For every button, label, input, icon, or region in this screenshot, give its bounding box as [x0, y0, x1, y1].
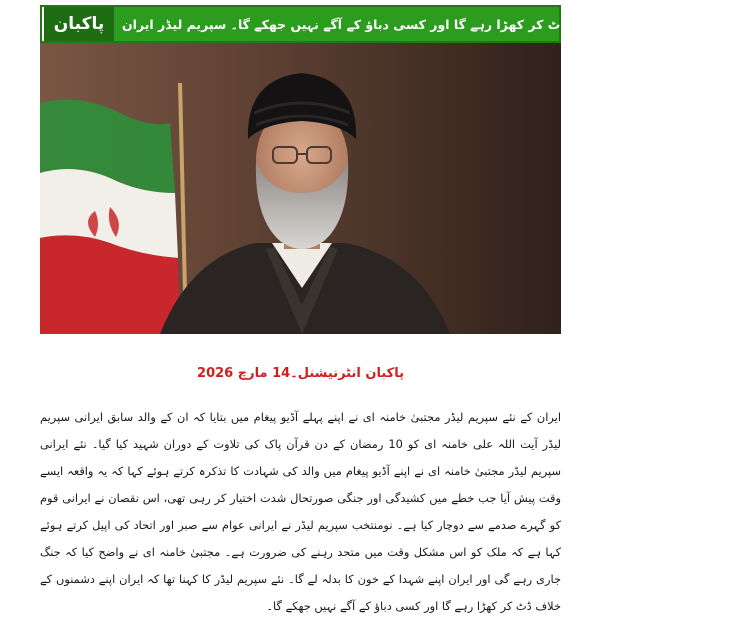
headline-text: ایران اپنے دشمنوں کے خلاف ڈٹ کر کھڑا رہے گا اور کسی دباؤ کے آگے نہیں جھکے گا۔ سپریم لیڈر ایران: [122, 16, 740, 32]
portrait-illustration: [40, 43, 561, 334]
dateline: پاکبان انٹرنیشنل۔14 مارچ 2026: [197, 366, 404, 381]
headline-banner: [40, 5, 740, 43]
news-photo: [40, 43, 561, 334]
article-body: ایران کے نئے سپریم لیڈر مجتبیٰ خامنہ ای نے اپنے پہلے آڈیو پیغام میں بتایا کہ ان کے والد سابق ایرانی سپریم لیڈر آیت اللہ علی خامنہ ای کو 10 رمضان کے دن قرآن پاک کی تلاوت کے دوران شہید کیا گیا۔ نئے ایرانی سپریم لیڈر مجتبیٰ خامنہ ای نے اپنے آڈیو پیغام میں والد کی شہادت کا تذکرہ کرتے ہوئے کہا کہ یہ واقعہ ایسے وقت پیش آیا جب خطے میں کشیدگی اور جنگی صورتحال شدت اختیار کر رہی تھی، اس نقصان نے ایرانی قوم کو گہرے صدمے سے دوچار کیا ہے۔ نومنتخب سپریم لیڈر نے ایرانی عوام سے صبر اور اتحاد کی اپیل کرتے ہوئے کہا ہے کہ ملک کو اس مشکل وقت میں متحد رہنے کی ضرورت ہے۔ مجتبیٰ خامنہ ای نے واضح کیا کہ جنگ جاری رہے گی اور ایران اپنے شہدا کے خون کا بدلہ لے گا۔ نئے سپریم لیڈر کا کہنا تھا کہ ایران اپنے دشمنوں کے خلاف ڈٹ کر کھڑا رہے گا اور کسی دباؤ کے آگے نہیں جھکے گا۔: [40, 410, 561, 613]
brand-logo: پاکبان: [42, 7, 114, 41]
